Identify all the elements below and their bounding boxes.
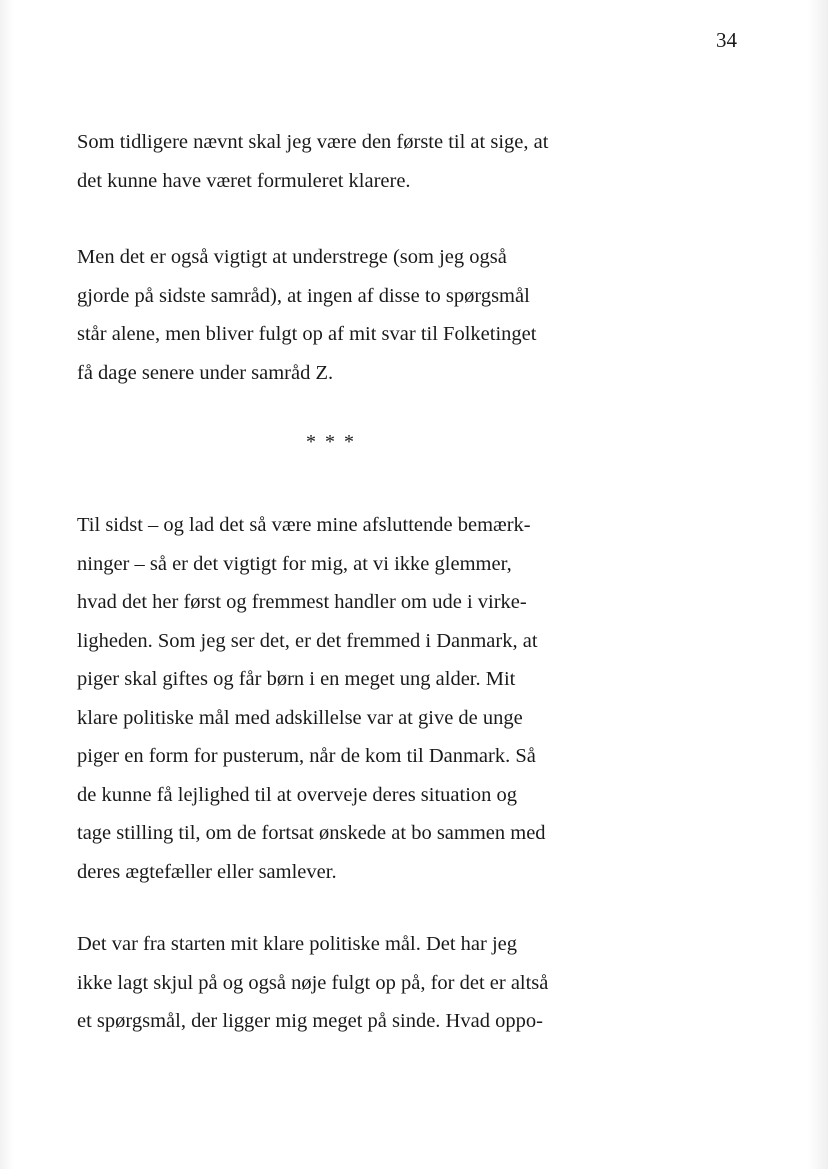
- text-line: ninger – så er det vigtigt for mig, at vi ikke glemmer,: [77, 552, 512, 575]
- text-line: deres ægtefæller eller samlever.: [77, 860, 337, 883]
- text-line: hvad det her først og fremmest handler om ude i virke-: [77, 591, 527, 613]
- text-line: klare politiske mål med adskillelse var at give de unge: [77, 706, 523, 729]
- text-line: Det var fra starten mit klare politiske mål. Det har jeg: [77, 933, 518, 955]
- paragraph-3: [77, 506, 607, 891]
- section-separator: * * *: [306, 431, 356, 453]
- text-line: piger en form for pusterum, når de kom til Danmark. Så: [77, 745, 536, 767]
- text-line: de kunne få lejlighed til at overveje deres situation og: [77, 783, 518, 806]
- text-line: et spørgsmål, der ligger mig meget på sinde. Hvad oppo-: [77, 1010, 543, 1032]
- paragraph-4: [77, 925, 607, 1041]
- text-line: ikke lagt skjul på og også nøje fulgt op på, for det er altså: [77, 971, 549, 994]
- text-line: gjorde på sidste samråd), at ingen af disse to spørgsmål: [77, 284, 530, 307]
- scan-shadow-left: [0, 0, 14, 1169]
- paragraph-1: [77, 123, 607, 200]
- text-line: Men det er også vigtigt at understrege (som jeg også: [77, 246, 507, 268]
- text-line: står alene, men bliver fulgt op af mit svar til Folketinget: [77, 323, 537, 345]
- text-line: ligheden. Som jeg ser det, er det fremmed i Danmark, at: [77, 629, 538, 652]
- text-line: piger skal giftes og får børn i en meget ung alder. Mit: [77, 668, 516, 690]
- text-line: det kunne have været formuleret klarere.: [77, 169, 411, 192]
- text-line: få dage senere under samråd Z.: [77, 361, 334, 384]
- page-number: 34: [716, 28, 737, 52]
- scan-shadow-right: [808, 0, 828, 1169]
- text-line: Som tidligere nævnt skal jeg være den første til at sige, at: [77, 131, 549, 153]
- text-line: tage stilling til, om de fortsat ønskede at bo sammen med: [77, 822, 546, 844]
- text-line: Til sidst – og lad det så være mine afsluttende bemærk-: [77, 514, 531, 536]
- paragraph-2: [77, 238, 607, 392]
